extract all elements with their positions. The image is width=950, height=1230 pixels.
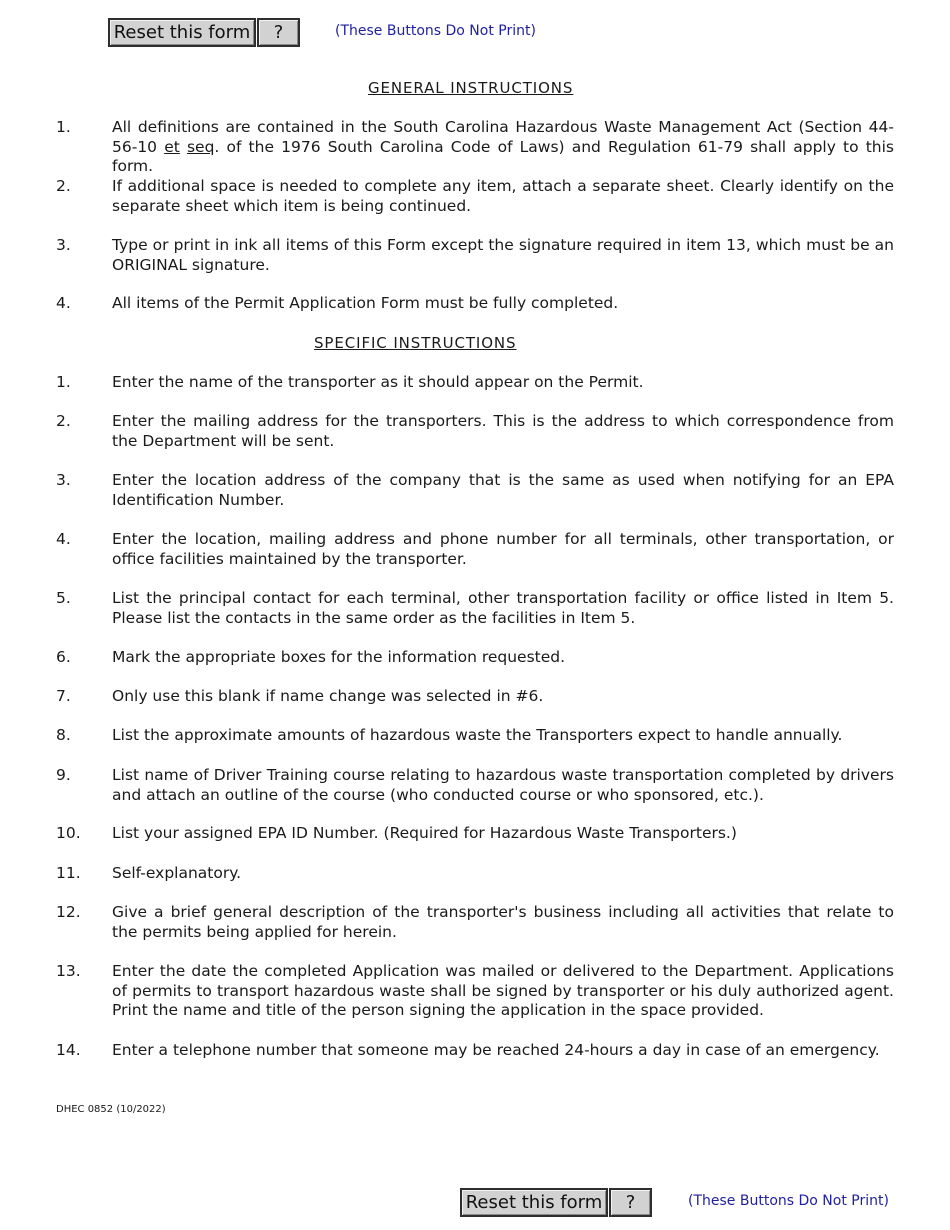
item-text: Type or print in ink all items of this Form except the signature required in item 13, which must be an ORIGINAL signature. [112,236,894,274]
item-number: 1. [56,118,71,136]
item-text: All definitions are contained in the South Carolina Hazardous Waste Management Act (Section 44-56-10 et seq. of the 1976 South Carolina Code of Laws) and Regulation 61-79 shall apply to this form. [112,118,894,175]
item-text: Enter the location, mailing address and phone number for all terminals, other transportation, or office facilities maintained by the transporter. [112,530,894,568]
item-text: All items of the Permit Application Form must be fully completed. [112,294,619,312]
reset-form-button[interactable]: Reset this form [108,18,256,47]
help-button[interactable]: ? [257,18,300,47]
help-button[interactable]: ? [609,1188,652,1217]
item-number: 3. [56,471,71,489]
item-text: Enter the name of the transporter as it should appear on the Permit. [112,373,644,391]
item-text: Enter the mailing address for the transporters. This is the address to which correspondence from the Department will be sent. [112,412,894,450]
item-number: 10. [56,824,81,842]
item-number: 4. [56,530,71,548]
item-number: 7. [56,687,71,705]
item-text: If additional space is needed to complete any item, attach a separate sheet. Clearly identify on the separate sheet which item is being continued. [112,177,894,215]
item-text: List the principal contact for each terminal, other transportation facility or office listed in Item 5. Please list the contacts in the same order as the facilities in Item 5. [112,589,894,627]
specific-instructions-heading: SPECIFIC INSTRUCTIONS [314,334,517,352]
item-number: 11. [56,864,81,882]
item-number: 5. [56,589,71,607]
item-number: 2. [56,412,71,430]
item-number: 14. [56,1041,81,1059]
reset-form-button[interactable]: Reset this form [460,1188,608,1217]
item-number: 8. [56,726,71,744]
no-print-note: (These Buttons Do Not Print) [335,23,536,39]
item-number: 1. [56,373,71,391]
item-number: 6. [56,648,71,666]
item-number: 2. [56,177,71,195]
general-instructions-heading: GENERAL INSTRUCTIONS [368,79,574,97]
item-number: 12. [56,903,81,921]
item-text: Mark the appropriate boxes for the information requested. [112,648,566,666]
item-text: Enter a telephone number that someone may be reached 24-hours a day in case of an emergency. [112,1041,880,1059]
item-number: 4. [56,294,71,312]
bottom-button-group [460,1188,652,1217]
item-number: 9. [56,766,71,784]
item-number: 3. [56,236,71,254]
item-text: Self-explanatory. [112,864,242,882]
top-button-group [108,18,300,47]
item-text: List your assigned EPA ID Number. (Required for Hazardous Waste Transporters.) [112,824,737,842]
form-code: DHEC 0852 (10/2022) [56,1104,166,1115]
item-number: 13. [56,962,81,980]
item-text: Enter the location address of the company that is the same as used when notifying for an EPA Identification Number. [112,471,894,509]
item-text: Give a brief general description of the transporter's business including all activities that relate to the permits being applied for herein. [112,903,894,941]
item-text: List name of Driver Training course relating to hazardous waste transportation completed by drivers and attach an outline of the course (who conducted course or who sponsored, etc.). [112,766,894,804]
item-text: List the approximate amounts of hazardous waste the Transporters expect to handle annually. [112,726,843,744]
no-print-note: (These Buttons Do Not Print) [688,1193,889,1209]
item-text: Enter the date the completed Application was mailed or delivered to the Department. Applications of permits to transport hazardous waste shall be signed by transporter or his duly authorized agent. Print the name and title of the person signing the application in the space provided. [112,962,894,1019]
item-text: Only use this blank if name change was selected in #6. [112,687,544,705]
